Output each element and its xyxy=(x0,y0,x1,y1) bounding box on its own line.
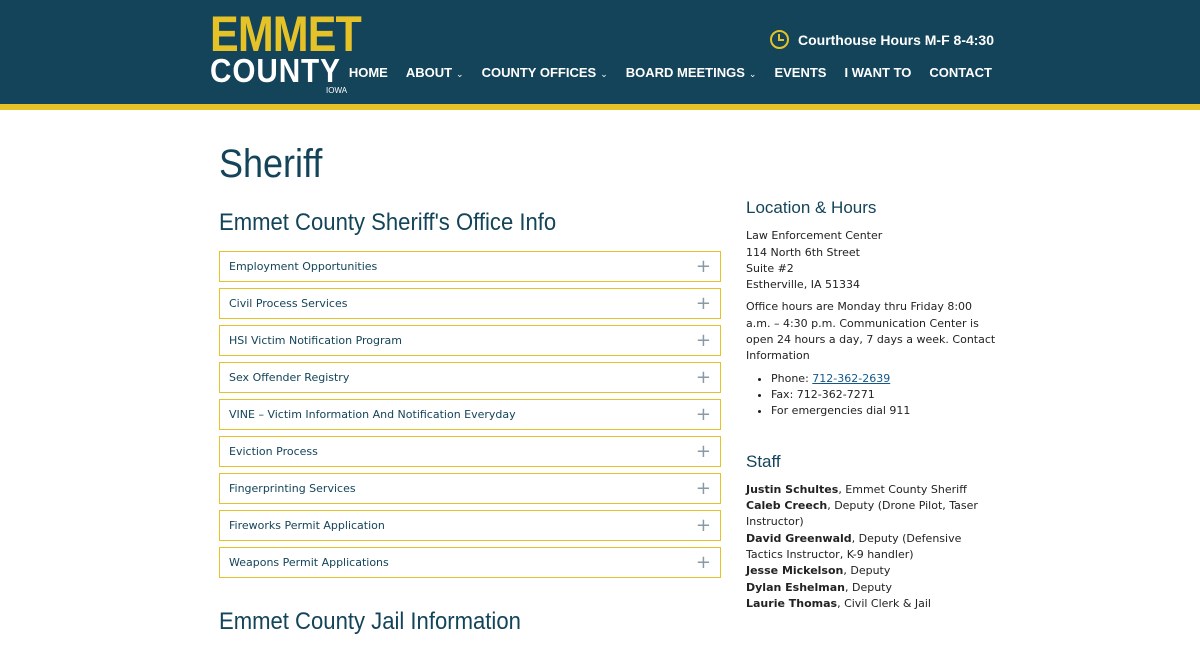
plus-icon: + xyxy=(695,478,711,499)
courthouse-hours: Courthouse Hours M-F 8-4:30 xyxy=(770,30,994,49)
nav-item-i-want-to[interactable]: I WANT TO xyxy=(844,65,912,80)
plus-icon: + xyxy=(695,404,711,425)
accordion-item[interactable]: Employment Opportunities + xyxy=(219,251,721,282)
phone-link[interactable]: 712-362-2639 xyxy=(812,371,891,385)
plus-icon: + xyxy=(695,330,711,351)
nav-item-events[interactable]: EVENTS xyxy=(774,65,827,80)
sidebar xyxy=(746,200,996,612)
section-title: Emmet County Sheriff's Office Info xyxy=(219,209,557,236)
address-line: Law Enforcement Center xyxy=(746,229,883,243)
accordion-item[interactable]: Civil Process Services + xyxy=(219,288,721,319)
staff-member: Jesse Mickelson, Deputy xyxy=(746,564,891,578)
main-nav xyxy=(349,65,992,80)
plus-icon: + xyxy=(695,293,711,314)
page-title: Sheriff xyxy=(219,142,323,186)
plus-icon: + xyxy=(695,256,711,277)
accordion-item[interactable]: Sex Offender Registry + xyxy=(219,362,721,393)
nav-item-board-meetings[interactable]: BOARD MEETINGS ⌄ xyxy=(625,65,757,80)
accordion-item[interactable]: Weapons Permit Applications + xyxy=(219,547,721,578)
address-line: Suite #2 xyxy=(746,261,794,275)
chevron-down-icon: ⌄ xyxy=(600,69,608,79)
location-title: Location & Hours xyxy=(746,198,877,217)
staff-member: Justin Schultes, Emmet County Sheriff xyxy=(746,482,967,496)
address-line: 114 North 6th Street xyxy=(746,245,860,259)
accordion-item[interactable]: Fingerprinting Services + xyxy=(219,473,721,504)
phone: • Phone: 712-362-2639 xyxy=(771,371,996,387)
nav-item-contact[interactable]: CONTACT xyxy=(929,65,992,80)
staff-member: Laurie Thomas, Civil Clerk & Jail xyxy=(746,596,931,610)
jail-section-title: Emmet County Jail Information xyxy=(219,608,521,635)
plus-icon: + xyxy=(695,552,711,573)
staff-title: Staff xyxy=(746,451,781,471)
site-logo[interactable]: EMMET COUNTY IOWA xyxy=(210,6,361,95)
nav-item-home[interactable]: HOME xyxy=(348,65,388,80)
fax: • Fax: 712-362-7271 xyxy=(771,387,996,403)
plus-icon: + xyxy=(695,367,711,388)
accordion-item[interactable]: Fireworks Permit Application + xyxy=(219,510,721,541)
site-header xyxy=(0,0,1200,110)
chevron-down-icon: ⌄ xyxy=(456,69,464,79)
chevron-down-icon: ⌄ xyxy=(748,69,757,79)
staff-member: Caleb Creech, Deputy (Drone Pilot, Taser Instructor) xyxy=(746,499,978,529)
staff-member: Dylan Eshelman, Deputy xyxy=(746,580,893,594)
office-hours: Office hours are Monday thru Friday 8:00 a.m. – 4:30 p.m. Communication Center is open 24 hours a day, 7 days a week. Contact Information xyxy=(746,300,996,363)
address xyxy=(746,228,996,293)
nav-item-county-offices[interactable]: COUNTY OFFICES ⌄ xyxy=(481,65,608,80)
main-content xyxy=(219,110,721,650)
accordion xyxy=(219,251,721,578)
emergency: • For emergencies dial 911 xyxy=(771,403,996,419)
clock-icon xyxy=(770,30,789,49)
accordion-item[interactable]: Eviction Process + xyxy=(219,436,721,467)
nav-item-about[interactable]: ABOUT ⌄ xyxy=(405,65,464,80)
accordion-item[interactable]: HSI Victim Notification Program + xyxy=(219,325,721,356)
plus-icon: + xyxy=(695,515,711,536)
plus-icon: + xyxy=(695,441,711,462)
address-line: Estherville, IA 51334 xyxy=(746,278,860,292)
accordion-item[interactable]: VINE – Victim Information And Notification Everyday + xyxy=(219,399,721,430)
contact-list xyxy=(771,371,996,420)
staff-member: David Greenwald, Deputy (Defensive Tactics Instructor, K-9 handler) xyxy=(746,531,962,562)
staff-list xyxy=(746,482,996,612)
